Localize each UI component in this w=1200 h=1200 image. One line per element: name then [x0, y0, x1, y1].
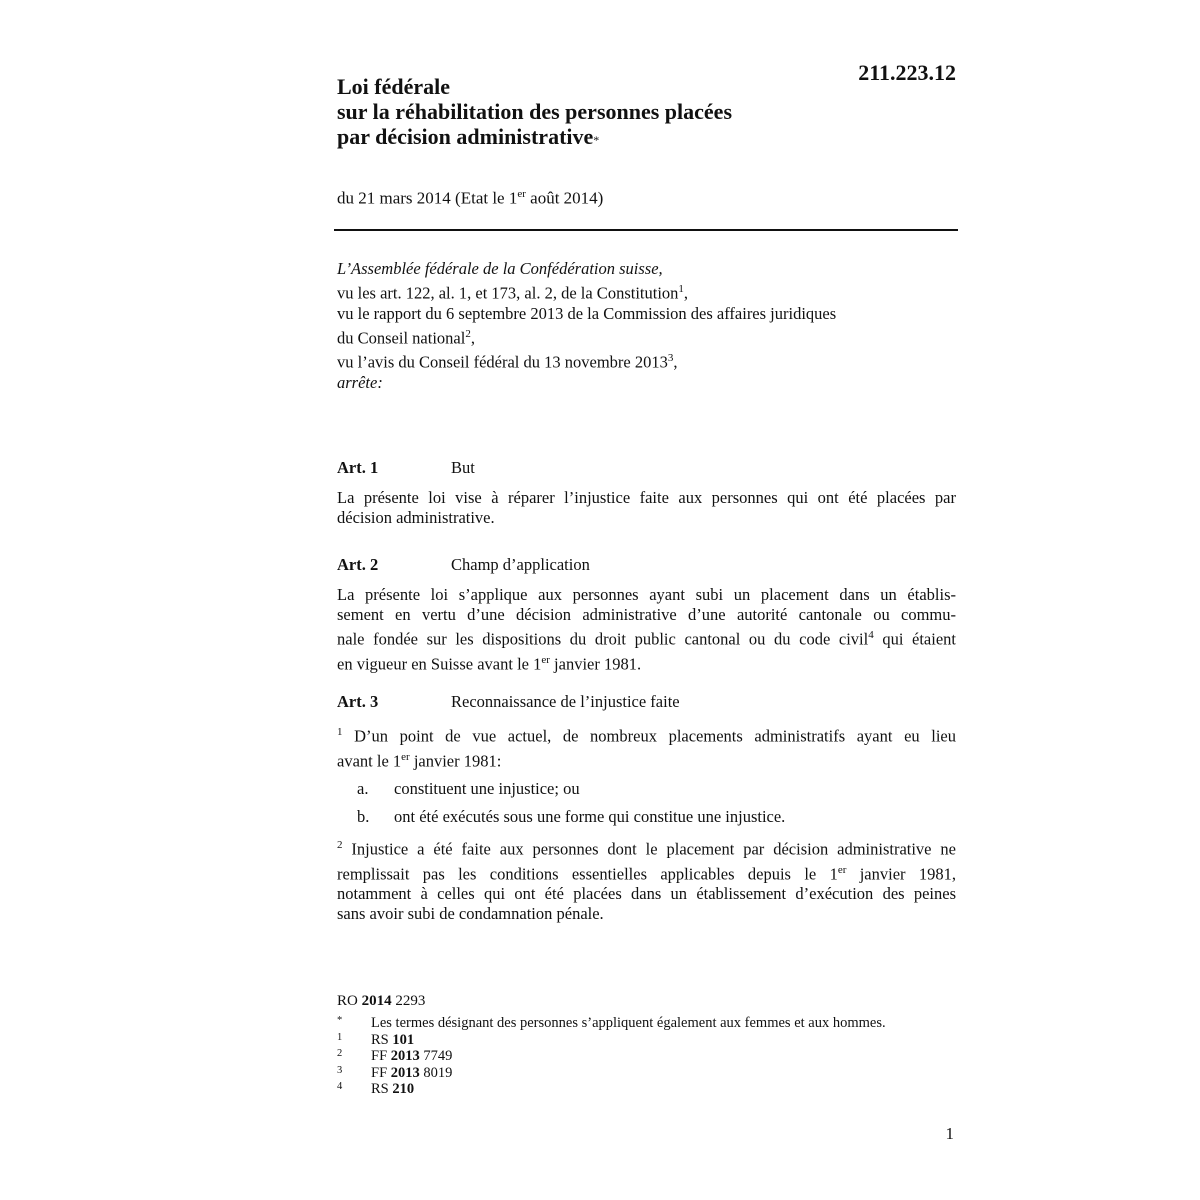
- paragraph-text: remplissait pas les conditions essentielles applicables depuis le 1: [337, 864, 838, 883]
- paragraph-text: nale fondée sur les dispositions du droit public cantonal ou du code civil: [337, 629, 869, 649]
- preamble-line: vu le rapport du 6 septembre 2013 de la Commission des affaires juridiques: [337, 303, 837, 323]
- date-prefix: du 21 mars 2014 (Etat le 1: [337, 188, 518, 208]
- preamble-text-end: ,: [683, 283, 689, 303]
- article-title: But: [451, 458, 475, 477]
- footnotes: [337, 1015, 957, 1098]
- paragraph-text: D’un point de vue actuel, de nombreux placements administratifs ayant eu lieu: [342, 726, 956, 746]
- paragraph-line: décision administrative.: [337, 508, 495, 527]
- footnote-ref-4[interactable]: 4: [868, 629, 874, 641]
- article-paragraph-2: [337, 835, 956, 924]
- paragraph-line: [337, 625, 956, 650]
- footnote-suffix: 8019: [419, 1064, 453, 1081]
- law-title: [337, 74, 732, 149]
- date-suffix: août 2014): [525, 188, 604, 208]
- article-number: Art. 1: [337, 458, 379, 477]
- paragraph-line: sans avoir subi de condamnation pénale.: [337, 904, 604, 923]
- paragraph-text-end: janvier 1981:: [409, 751, 502, 770]
- article-title: Champ d’application: [451, 555, 590, 574]
- footnote-prefix: FF: [371, 1048, 391, 1064]
- article-1: [337, 458, 956, 528]
- preamble-line: [337, 279, 957, 304]
- footnote-prefix: FF: [371, 1064, 391, 1081]
- footnote-text: [371, 1032, 414, 1049]
- article-number: Art. 2: [337, 555, 379, 574]
- list-item: [337, 807, 956, 827]
- article-paragraph: [337, 585, 956, 674]
- article-2: [337, 555, 956, 674]
- footnote-prefix: RS: [371, 1031, 393, 1048]
- title-line: [337, 124, 732, 149]
- preamble-text-end: ,: [470, 328, 475, 347]
- ro-page: 2293: [391, 993, 426, 1009]
- footnote-ref-1[interactable]: 1: [678, 283, 684, 295]
- article-title: Reconnaissance de l’injustice faite: [451, 692, 680, 711]
- preamble-line: [337, 348, 957, 373]
- article-paragraph: [337, 488, 956, 528]
- preamble-text: vu l’avis du Conseil fédéral du 13 novembre 2013: [337, 352, 668, 372]
- paragraph-line: sement en vertu d’une décision administrative d’une autorité cantonale ou commu-: [337, 605, 956, 624]
- ro-prefix: RO: [337, 993, 362, 1009]
- title-line: sur la réhabilitation des personnes placées: [337, 99, 733, 124]
- footnote-mark: 2: [337, 1048, 343, 1059]
- paragraph-number: 2: [337, 839, 343, 851]
- paragraph-line: La présente loi s’applique aux personnes ayant subi un placement dans un établis-: [337, 585, 956, 604]
- footnote-mark: 3: [337, 1064, 343, 1076]
- ordinal-sup: er: [541, 653, 550, 666]
- footnote-ref-3[interactable]: 3: [667, 352, 674, 364]
- footnote-mark: 1: [337, 1031, 343, 1043]
- paragraph-line: [337, 722, 956, 747]
- article-paragraph-1: [337, 722, 956, 771]
- ordinal-sup: er: [401, 750, 410, 763]
- footnote-text: [371, 1081, 414, 1098]
- title-footnote-ref[interactable]: *: [593, 133, 600, 147]
- footnote-ref-2[interactable]: 2: [465, 327, 471, 340]
- preamble-authority: L’Assemblée fédérale de la Confédération suisse,: [337, 259, 663, 278]
- enumeration-list: [337, 779, 956, 827]
- footnote-bold: 210: [392, 1081, 415, 1097]
- footnote: [337, 1065, 957, 1082]
- preamble-text: du Conseil national: [337, 328, 466, 347]
- footnote-mark: *: [337, 1015, 343, 1026]
- list-item: [337, 779, 956, 799]
- paragraph-text-end: qui étaient: [873, 629, 956, 649]
- article-heading: [337, 692, 956, 714]
- law-date: [337, 188, 603, 209]
- paragraph-line: [337, 860, 956, 885]
- page-number: 1: [945, 1124, 954, 1143]
- title-line: Loi fédérale: [337, 74, 451, 99]
- paragraph-text: Injustice a été faite aux personnes dont le placement par décision administrative ne: [342, 839, 956, 859]
- footnote-bold: 101: [392, 1031, 415, 1048]
- footnote: [337, 1015, 957, 1032]
- preamble-decree: arrête:: [337, 372, 383, 392]
- paragraph-line: [337, 747, 956, 772]
- footnote-text: [371, 1048, 452, 1065]
- date-sup: er: [517, 188, 526, 200]
- title-line-text: par décision administrative: [337, 124, 594, 149]
- list-item-label: b.: [357, 807, 370, 826]
- article-3: [337, 692, 956, 924]
- preamble-text-end: ,: [673, 352, 678, 372]
- paragraph-text-end: janvier 1981,: [846, 864, 956, 883]
- preamble: [337, 259, 957, 393]
- preamble-text: vu les art. 122, al. 1, et 173, al. 2, de la Constitution: [337, 283, 679, 303]
- article-number: Art. 3: [337, 692, 379, 711]
- paragraph-text-end: janvier 1981.: [549, 654, 642, 673]
- footnote-text: Les termes désignant des personnes s’appliquent également aux femmes et aux hommes.: [371, 1015, 886, 1031]
- list-item-text: constituent une injustice; ou: [394, 779, 580, 798]
- ro-year: 2014: [361, 993, 392, 1009]
- footnote: [337, 1081, 957, 1098]
- paragraph-text: avant le 1: [337, 751, 402, 770]
- article-heading: [337, 555, 956, 577]
- footnote-bold: 2013: [390, 1064, 420, 1081]
- ordinal-sup: er: [837, 863, 847, 876]
- footnote: [337, 1032, 957, 1049]
- footnote-mark: 4: [337, 1081, 343, 1092]
- footnote-suffix: 7749: [419, 1048, 453, 1064]
- ro-reference: [337, 993, 425, 1010]
- paragraph-text: en vigueur en Suisse avant le 1: [337, 654, 542, 673]
- footnote-bold: 2013: [390, 1048, 420, 1064]
- paragraph-number: 1: [337, 726, 343, 738]
- paragraph-line: [337, 835, 956, 860]
- paragraph-line: La présente loi vise à réparer l’injustice faite aux personnes qui ont été placées par: [337, 488, 956, 507]
- paragraph-line: [337, 650, 956, 675]
- list-item-label: a.: [357, 779, 369, 798]
- sr-number: 211.223.12: [858, 60, 956, 85]
- footnote-text: [371, 1065, 452, 1082]
- preamble-line: [337, 324, 957, 349]
- footnote-prefix: RS: [371, 1081, 393, 1097]
- list-item-text: ont été exécutés sous une forme qui constitue une injustice.: [394, 807, 786, 826]
- paragraph-line: notamment à celles qui ont été placées dans un établissement d’exécution des peines: [337, 884, 956, 903]
- footnote: [337, 1048, 957, 1065]
- header-divider: [334, 229, 958, 231]
- article-heading: [337, 458, 956, 480]
